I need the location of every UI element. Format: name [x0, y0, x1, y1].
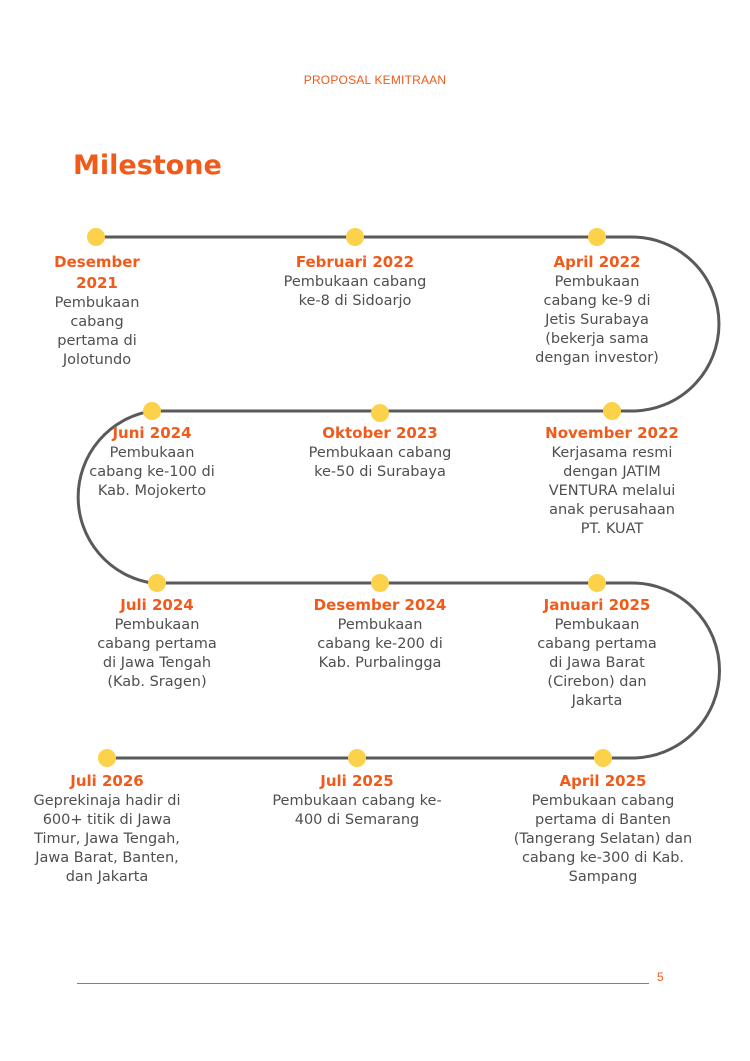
milestone-date: Oktober 2023 [322, 424, 438, 442]
milestone-november-2022 [537, 423, 687, 539]
milestone-dot [87, 228, 105, 246]
milestone-date: Desember 2024 [313, 596, 447, 614]
page-title: Milestone [73, 150, 222, 181]
milestone-april-2022 [527, 252, 667, 368]
milestone-juli-2025 [267, 771, 447, 830]
milestone-description: Pembukaan cabang pertama di Jawa Barat (Cirebon) dan Jakarta [537, 617, 657, 709]
milestone-description: Pembukaan cabang pertama di Jawa Tengah (Kab. Sragen) [97, 617, 217, 690]
milestone-date: April 2022 [553, 253, 641, 271]
milestone-dot [148, 574, 166, 592]
milestone-description: Geprekinaja hadir di 600+ titik di Jawa Timur, Jawa Tengah, Jawa Barat, Banten, dan Jakarta [33, 793, 181, 885]
footer-divider [77, 983, 649, 984]
milestone-description: Pembukaan cabang ke-8 di Sidoarjo [283, 274, 427, 309]
milestone-date: Juni 2024 [112, 424, 192, 442]
milestone-desember-2024 [300, 595, 460, 673]
milestone-dot [371, 404, 389, 422]
milestone-juni-2024 [82, 423, 222, 501]
milestone-date: Januari 2025 [543, 596, 651, 614]
milestone-dot [594, 749, 612, 767]
milestone-dot [98, 749, 116, 767]
milestone-februari-2022 [280, 252, 430, 311]
milestone-description: Pembukaan cabang pertama di Jolotundo [54, 295, 140, 368]
milestone-date: Juli 2024 [120, 596, 194, 614]
milestone-date: April 2025 [559, 772, 647, 790]
milestone-dot [348, 749, 366, 767]
milestone-juli-2026 [27, 771, 187, 887]
milestone-dot [143, 402, 161, 420]
milestone-description: Pembukaan cabang ke-50 di Surabaya [308, 445, 452, 480]
milestone-dot [588, 574, 606, 592]
milestone-dot [603, 402, 621, 420]
milestone-date: November 2022 [545, 424, 679, 442]
page-number: 5 [657, 970, 664, 984]
milestone-date: Juli 2026 [70, 772, 144, 790]
milestone-description: Pembukaan cabang pertama di Banten (Tangerang Selatan) dan cabang ke-300 di Kab. Sampang [513, 793, 693, 885]
milestone-description: Pembukaan cabang ke-400 di Semarang [272, 793, 442, 828]
milestone-date: Desember 2021 [54, 253, 140, 292]
milestone-januari-2025 [532, 595, 662, 711]
milestone-description: Kerjasama resmi dengan JATIM VENTURA melalui anak perusahaan PT. KUAT [548, 445, 676, 537]
milestone-date: Februari 2022 [295, 253, 415, 271]
milestone-oktober-2023 [305, 423, 455, 482]
milestone-dot [371, 574, 389, 592]
milestone-juli-2024 [92, 595, 222, 692]
milestone-dot [346, 228, 364, 246]
milestone-description: Pembukaan cabang ke-200 di Kab. Purbalingga [317, 617, 443, 671]
milestone-description: Pembukaan cabang ke-9 di Jetis Surabaya (bekerja sama dengan investor) [535, 274, 659, 366]
milestone-dot [588, 228, 606, 246]
milestone-desember-2021 [42, 252, 152, 370]
document-header: PROPOSAL KEMITRAAN [303, 73, 447, 87]
milestone-description: Pembukaan cabang ke-100 di Kab. Mojokerto [89, 445, 215, 499]
milestone-date: Juli 2025 [320, 772, 394, 790]
milestone-april-2025 [508, 771, 698, 887]
